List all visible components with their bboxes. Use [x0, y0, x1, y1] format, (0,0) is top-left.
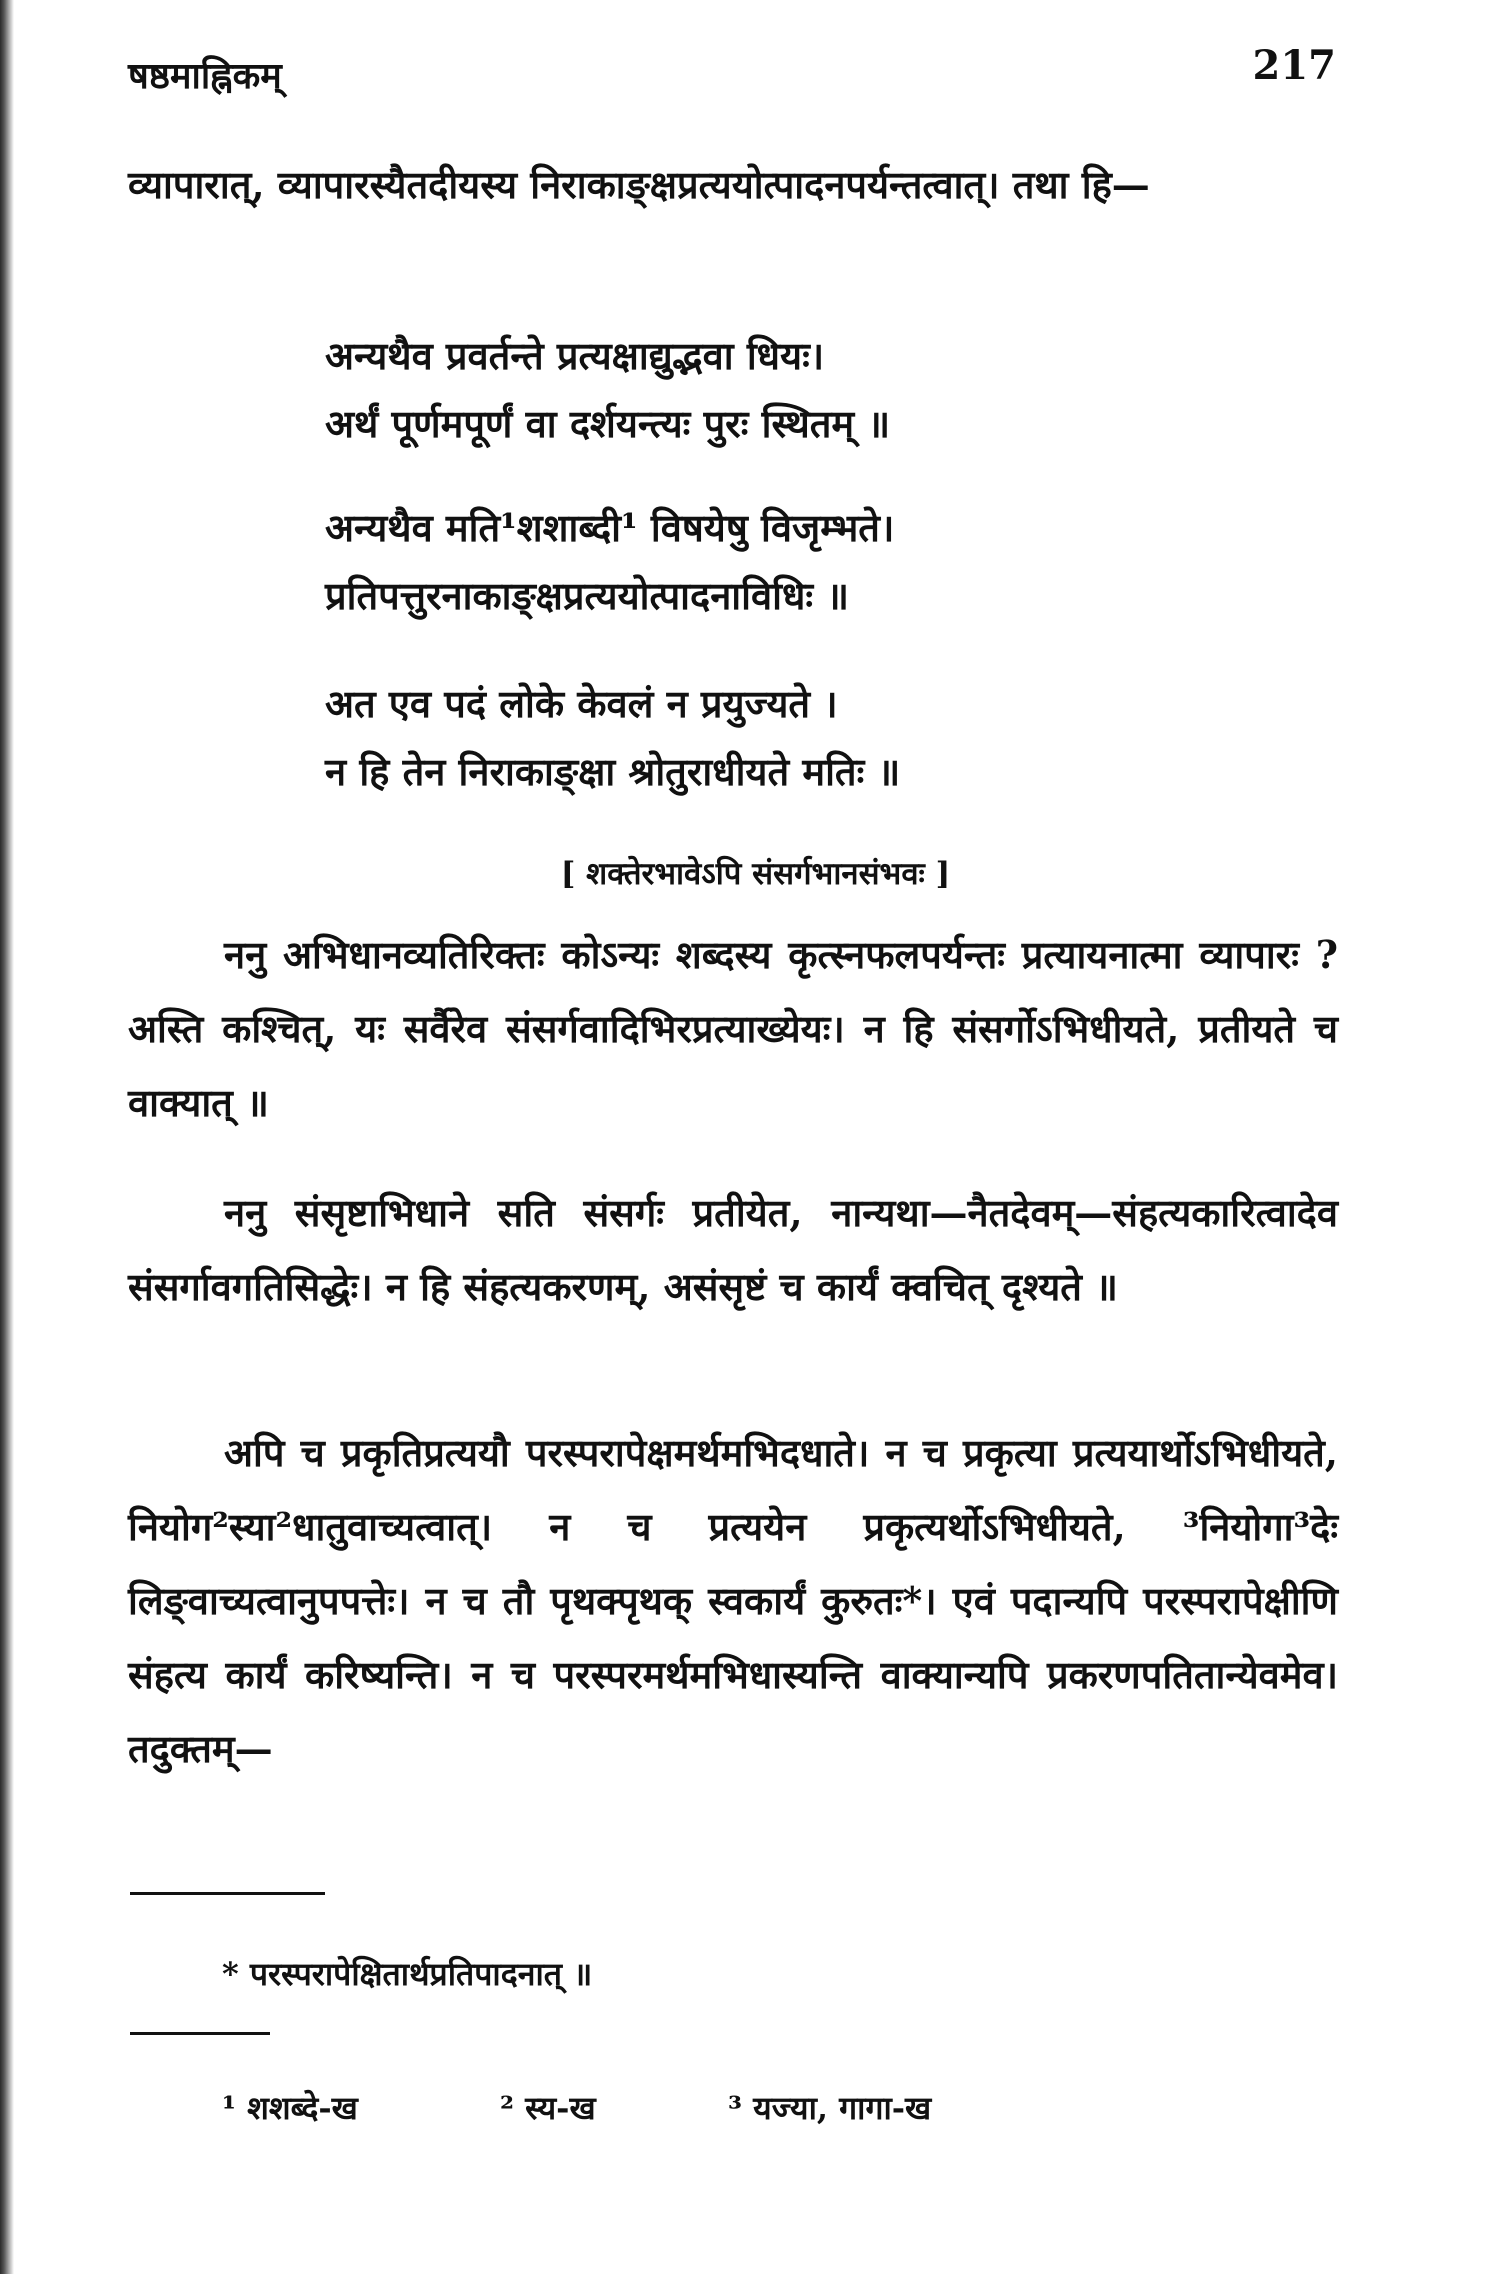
paragraph: ननु संसृष्टाभिधाने सति संसर्गः प्रतीयेत, नान्यथा—नैतदेवम्—संहत्यकारित्वादेव संसर्गावगतिसिद्धेः। न हि संहत्यकरणम्, असंसृष्टं च कार्यं क्वचित् दृश्यते ॥: [128, 1190, 1338, 1309]
footnote-3: ³ यज्या, गागा-ख: [728, 2089, 932, 2127]
verse-line: अन्यथैव मति¹शशाब्दी¹ विषयेषु विजृम्भते।: [325, 505, 895, 550]
footnote-1: ¹ शशब्दे-ख: [222, 2089, 358, 2127]
section-heading: [ शक्तेरभावेऽपि संसर्गभानसंभवः ]: [560, 856, 951, 892]
page-number: 217: [1252, 42, 1336, 89]
footnote-star: * परस्परापेक्षितार्थप्रतिपादनात् ॥: [222, 1955, 593, 1993]
page-edge-shadow: [0, 0, 14, 2274]
intro-paragraph: व्यापारात्, व्यापारस्यैतदीयस्य निराकाङ्क्षप्रत्ययोत्पादनपर्यन्तत्वात्। तथा हि—: [128, 162, 1150, 207]
paragraph: अपि च प्रकृतिप्रत्ययौ परस्परापेक्षमर्थमभिदधाते। न च प्रकृत्या प्रत्ययार्थोऽभिधीयते, नियोग²स्या²धातुवाच्यत्वात्। न च प्रत्ययेन प्रकृत्यर्थोऽभिधीयते, ³नियोगा³देः लिङ्वाच्यत्वानुपपत्तेः। न च तौ पृथक्पृथक् स्वकार्यं कुरुतः*। एवं पदान्यपि परस्परापेक्षीणि संहत्य कार्यं करिष्यन्ति। न च परस्परमर्थमभिधास्यन्ति वाक्यान्यपि प्रकरणपतितान्येवमेव। तदुक्तम्—: [128, 1430, 1338, 1771]
running-head: षष्ठमाह्निकम्: [128, 55, 282, 97]
verse-line: अन्यथैव प्रवर्तन्ते प्रत्यक्षाद्युद्भवा धियः।: [325, 333, 825, 378]
footnote-2: ² स्य-ख: [500, 2089, 596, 2127]
verse-line: प्रतिपत्तुरनाकाङ्क्षप्रत्ययोत्पादनाविधिः ॥: [325, 573, 849, 618]
paragraph-1-block: [128, 918, 1338, 1140]
verse-1: [325, 322, 1225, 458]
verse-3: [325, 670, 1225, 806]
verse-2: [325, 494, 1225, 630]
verse-line: अत एव पदं लोके केवलं न प्रयुज्यते ।: [325, 681, 838, 726]
paragraph-3-block: [128, 1416, 1338, 1786]
intro-block: [128, 148, 1338, 222]
page-header: [128, 42, 1336, 112]
verse-line: न हि तेन निराकाङ्क्षा श्रोतुराधीयते मतिः ॥: [325, 749, 901, 794]
footnote-rule: [130, 1892, 325, 1895]
paragraph-2-block: [128, 1176, 1338, 1324]
verse-line: अर्थं पूर्णमपूर्णं वा दर्शयन्त्यः पुरः स्थितम् ॥: [325, 401, 891, 446]
footnote-rule: [130, 2032, 270, 2035]
paragraph: ननु अभिधानव्यतिरिक्तः कोऽन्यः शब्दस्य कृत्स्नफलपर्यन्तः प्रत्यायनात्मा व्यापारः ? अस्ति कश्चित्, यः सर्वैरेव संसर्गवादिभिरप्रत्याख्येयः। न हि संसर्गोऽभिधीयते, प्रतीयते च वाक्यात् ॥: [128, 932, 1338, 1125]
